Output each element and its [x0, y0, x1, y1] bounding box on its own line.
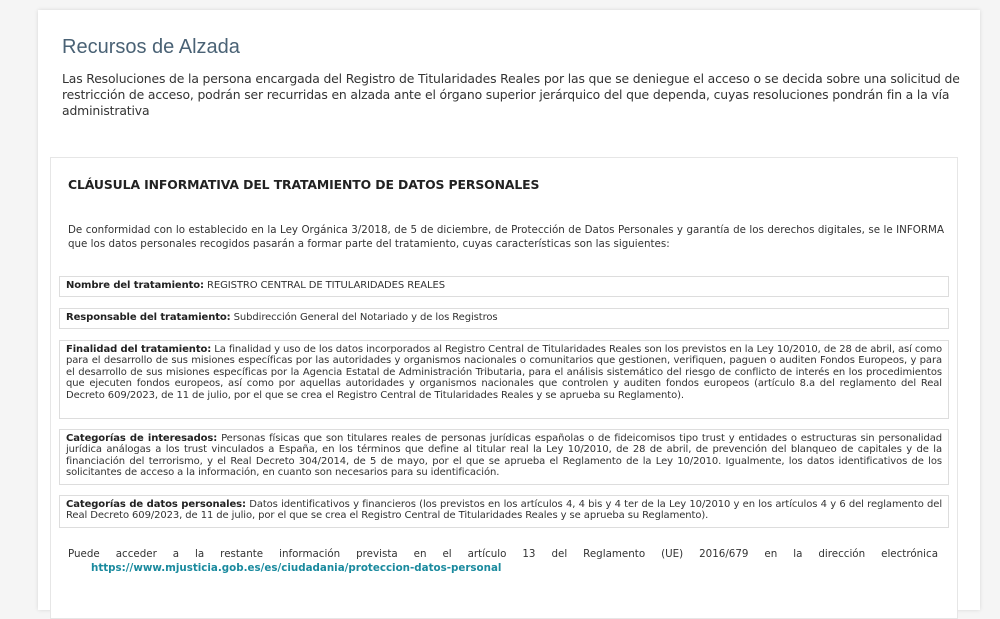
field-data-subjects	[59, 429, 949, 485]
content-card	[38, 10, 980, 610]
field-label: Finalidad del tratamiento:	[66, 344, 212, 355]
field-processing-name	[59, 276, 949, 297]
section-description: Las Resoluciones de la persona encargada del Registro de Titularidades Reales por las que se deniegue el acceso o se decida sobre una solicitud de restricción de acceso, podrán ser recurridas en alzada ante el órgano superior jerárquico del que dependa, cuyas resoluciones pondrán fin a la vía administrativa	[62, 71, 960, 118]
field-purpose	[59, 340, 949, 419]
field-value: Datos identificativos y financieros (los previstos en los artículos 4, 4 bis y 4 ter de la Ley 10/2010 y en los artículos 4 y 6 del reglamento del Real Decreto 609/2023, de 11 de julio, por el que se crea el Registro Central de Titularidades Reales y se aprueba su Reglamento).	[66, 499, 942, 522]
data-protection-link[interactable]: https://www.mjusticia.gob.es/es/ciudadania/proteccion-datos-personal	[91, 562, 502, 574]
field-value: La finalidad y uso de los datos incorporados al Registro Central de Titularidades Reales son los previstos en la Ley 10/2010, de 28 de abril, así como para el desarrollo de sus misiones específicas por las autoridades y organismos nacionales o comunitarios que gestionen, verifiquen, paguen o auditen Fondos Europeos, y para el desarrollo de sus misiones específicas por la Agencia Estatal de Administración Tributaria, para el análisis sistemático del riesgo de conflicto de interés en los procedimientos que ejecuten fondos europeos, así como por aquellas autoridades y organismos nacionales que controlen y auditen fondos europeos (artículo 8.a del reglamento del Real Decreto 609/2023, de 11 de julio, por el que se crea el Registro Central de Titularidades Reales y se aprueba su Reglamento).	[66, 344, 942, 401]
field-label: Categorías de interesados:	[66, 433, 218, 444]
clause-title: CLÁUSULA INFORMATIVA DEL TRATAMIENTO DE DATOS PERSONALES	[68, 177, 540, 192]
field-value: Personas físicas que son titulares reales de personas jurídicas españolas o de fideicomisos tipo trust y entidades o estructuras sin personalidad jurídica análogas a los trust vinculados a España, en los términos que define al titular real la Ley 10/2010, de 28 de abril, de prevención del blanqueo de capitales y de la financiación del terrorismo, y el Real Decreto 304/2014, de 5 de mayo, por el que se aprueba el Reglamento de la Ley 10/2010. Igualmente, los datos identificativos de los solicitantes de acceso a la información, en cuanto son necesarios para su identificación.	[66, 433, 942, 479]
field-value: REGISTRO CENTRAL DE TITULARIDADES REALES	[203, 280, 445, 291]
field-value: Subdirección General del Notariado y de los Registros	[230, 312, 498, 323]
clause-intro: De conformidad con lo establecido en la Ley Orgánica 3/2018, de 5 de diciembre, de Protección de Datos Personales y garantía de los derechos digitales, se le INFORMA que los datos personales recogidos pasarán a formar parte del tratamiento, cuyas características son las siguientes:	[68, 224, 944, 250]
field-data-categories	[59, 495, 949, 528]
section-title: Recursos de Alzada	[62, 36, 240, 58]
field-controller	[59, 308, 949, 329]
access-info-text: Puede acceder a la restante información prevista en el artículo 13 del Reglamento (UE) 2016/679 en la dirección electrónica	[68, 548, 938, 560]
data-protection-clause	[50, 157, 958, 619]
field-label: Responsable del tratamiento:	[66, 312, 231, 323]
field-label: Categorías de datos personales:	[66, 499, 246, 510]
field-label: Nombre del tratamiento:	[66, 280, 204, 291]
